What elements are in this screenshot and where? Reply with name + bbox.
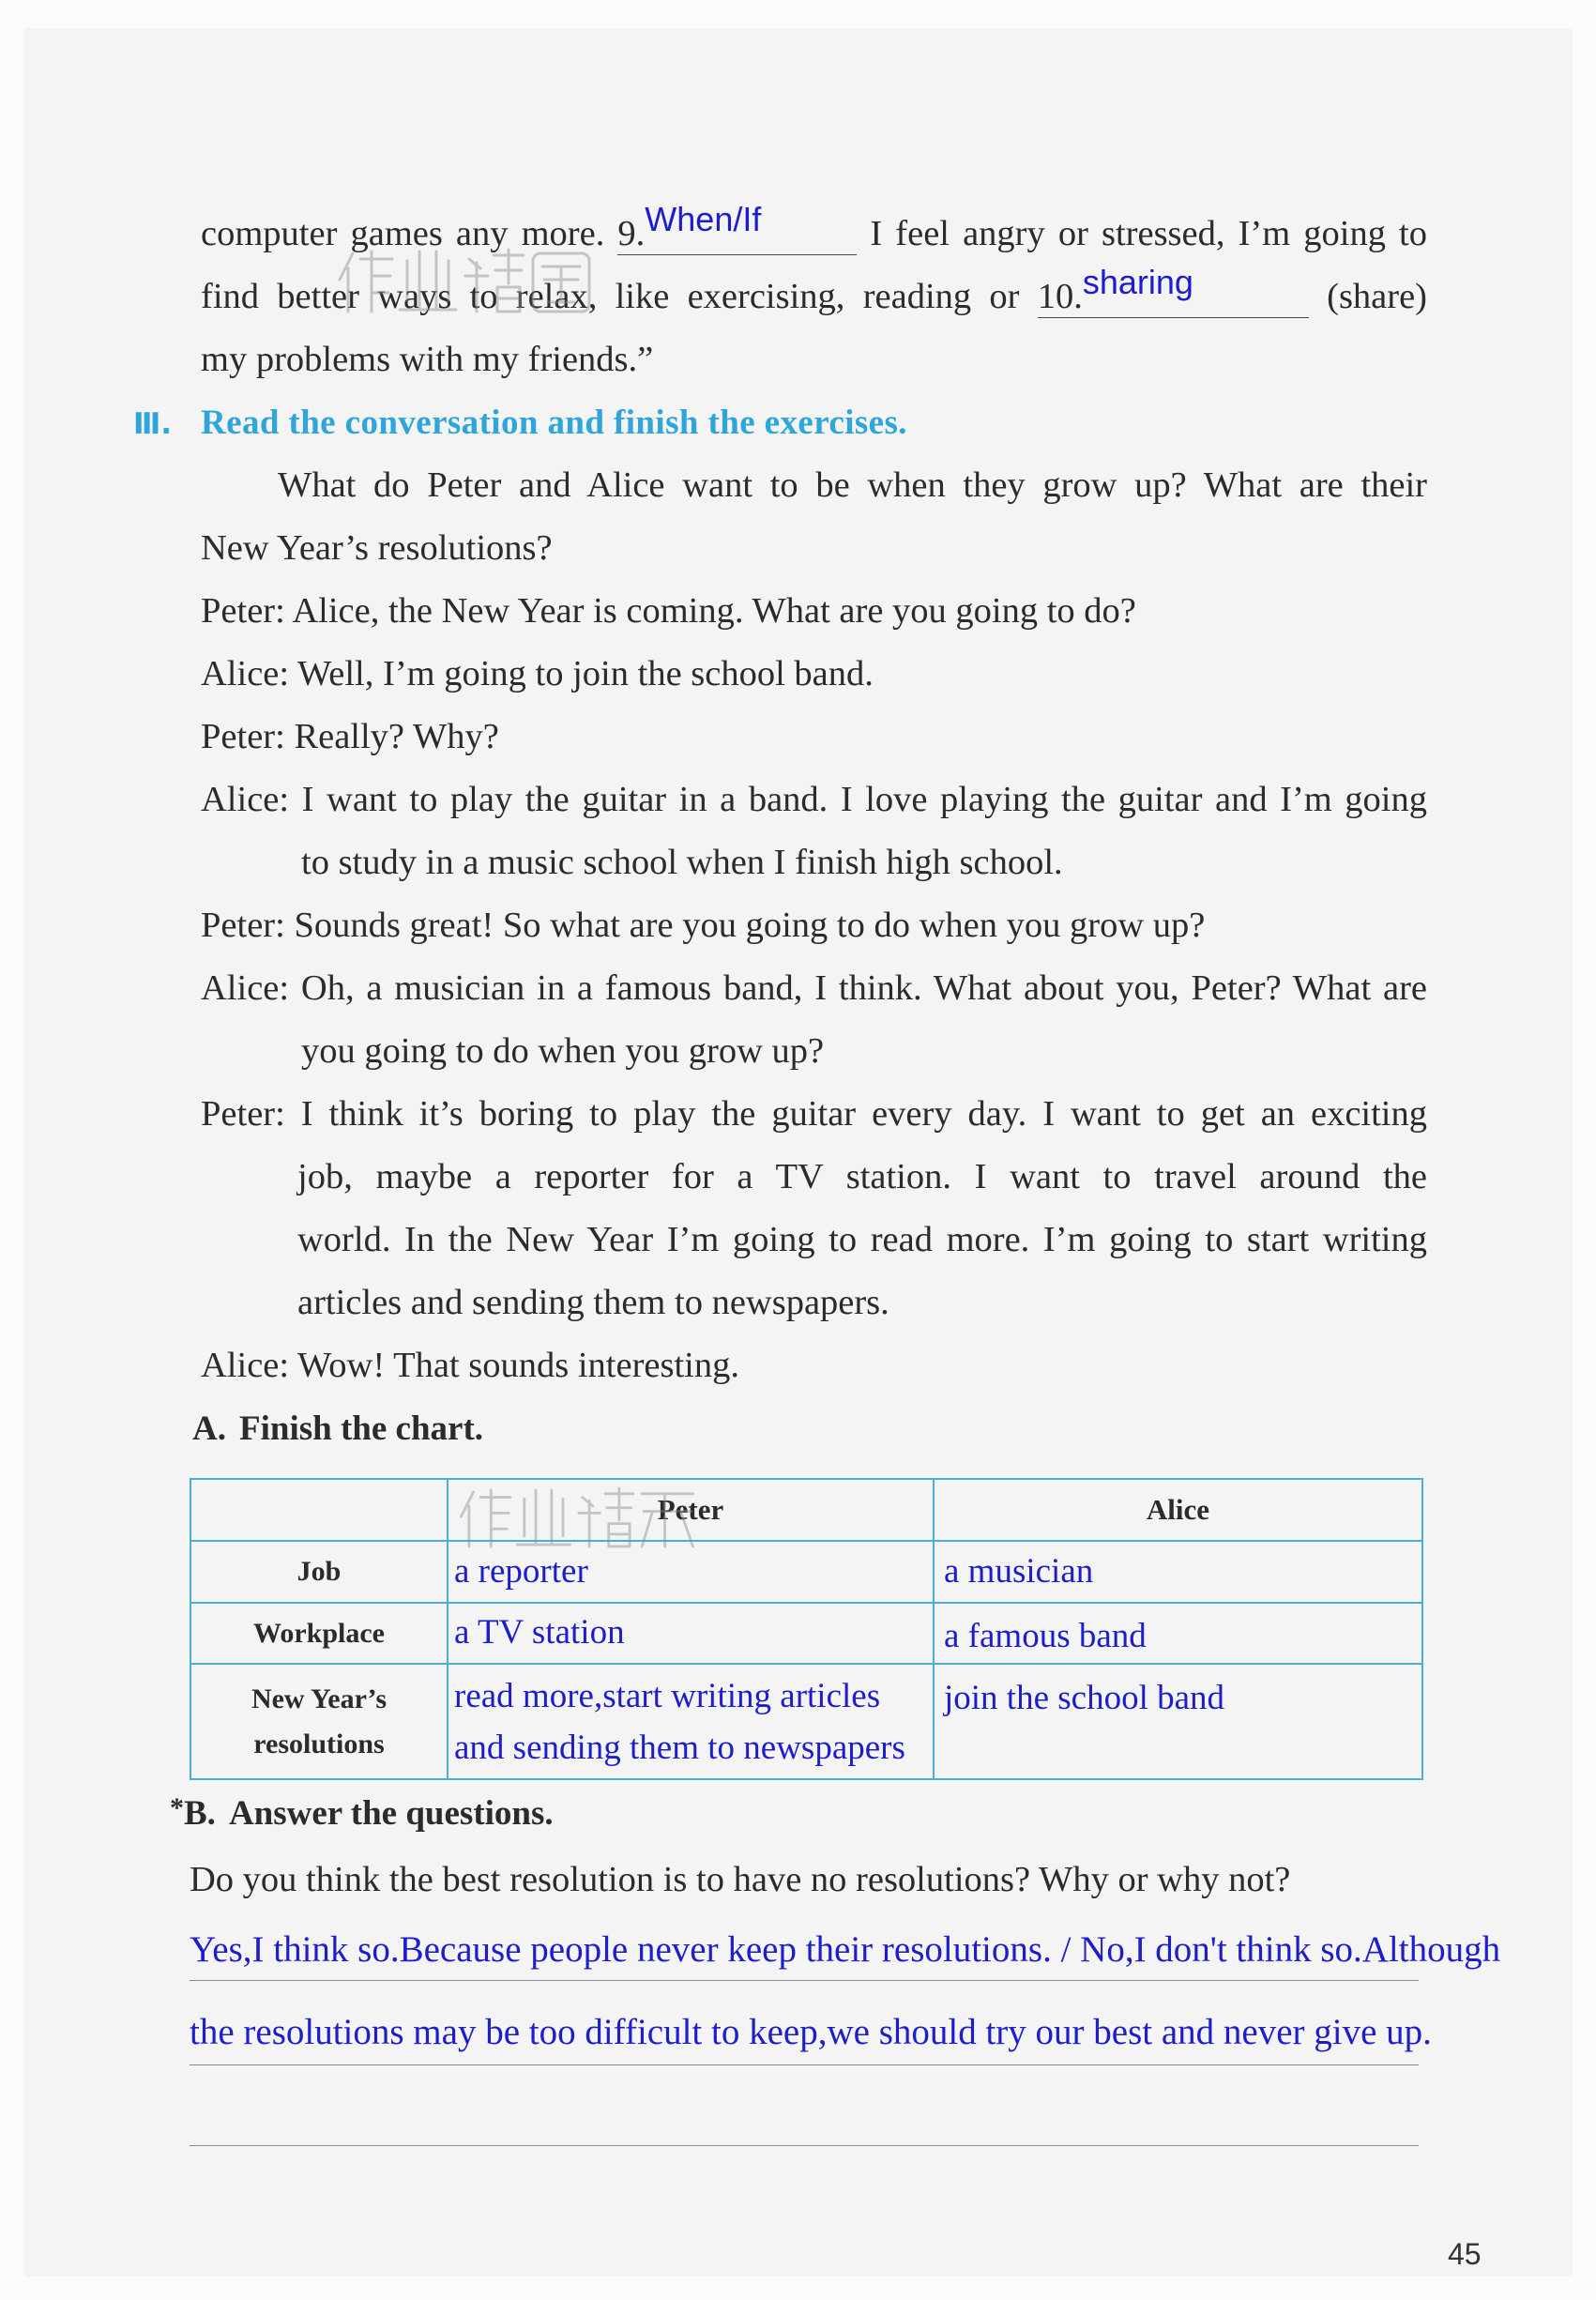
answer-rule: [190, 2064, 1419, 2065]
passage-line-2: [201, 263, 1427, 328]
passage-line-1: [201, 200, 1427, 266]
section-heading: [133, 391, 1427, 454]
table-corner-cell: [190, 1479, 448, 1541]
part-a-heading: [192, 1397, 1419, 1460]
passage-text: find better ways to relax, like exercising, reading or: [201, 277, 1020, 316]
answer-line-1: Yes,I think so.Because people never keep their resolutions. / No,I don't think so.Although: [190, 1929, 1501, 1970]
speaker-label: Peter:: [201, 717, 285, 756]
dialogue-line: [201, 580, 1427, 643]
dialogue-line: [201, 769, 1427, 831]
dialogue-line: [201, 957, 1427, 1020]
answer-blank-10: [1037, 263, 1309, 318]
header-alice: Alice: [934, 1479, 1422, 1541]
dialogue-text: Oh, a musician in a famous band, I think. What about you, Peter? What are: [300, 968, 1427, 1008]
section-title: Read the conversation and finish the exercises.: [201, 404, 907, 442]
row-label-job: Job: [190, 1541, 448, 1603]
row-label-line: resolutions: [253, 1728, 385, 1759]
dialogue-line: [201, 706, 1427, 769]
text-block: [133, 200, 1428, 1460]
speaker-label: Peter:: [201, 1094, 285, 1134]
cell-line: and sending them to newspapers: [454, 1728, 905, 1767]
header-peter: Peter: [448, 1479, 934, 1541]
dialogue-text: I think it’s boring to play the guitar every day. I want to get an exciting: [300, 1094, 1428, 1134]
dialogue-text: Really? Why?: [294, 717, 499, 756]
cell-peter-workplace: a TV station: [448, 1603, 934, 1664]
dialogue-line: [201, 643, 1427, 706]
part-b-heading: [170, 1782, 554, 1847]
speaker-label: Alice:: [201, 1346, 290, 1385]
answer-blank-9: [617, 200, 857, 255]
intro-line-1: What do Peter and Alice want to be when they grow up? What are their: [278, 465, 1427, 505]
row-label-line: New Year’s: [251, 1683, 388, 1714]
speaker-label: Alice:: [201, 968, 290, 1008]
blank-answer: When/If: [645, 200, 762, 238]
cell-alice-job: a musician: [934, 1541, 1422, 1603]
row-label-workplace: Workplace: [190, 1603, 448, 1664]
blank-number: 10.: [1037, 277, 1083, 316]
dialogue-continuation: articles and sending them to newspapers.: [297, 1283, 889, 1322]
dialogue-continuation: to study in a music school when I finish high school.: [301, 843, 1063, 882]
dialogue-text: Sounds great! So what are you going to do when you grow up?: [294, 906, 1206, 945]
speaker-label: Alice:: [201, 780, 290, 819]
cell-peter-job: a reporter: [448, 1541, 934, 1603]
passage-text: computer games any more.: [201, 214, 605, 253]
answer-rule: [190, 1980, 1419, 1981]
dialogue-line: [201, 1334, 1427, 1397]
speaker-label: Alice:: [201, 654, 290, 693]
row-label-resolutions: [190, 1664, 448, 1779]
dialogue-continuation: world. In the New Year I’m going to read more. I’m going to start writing: [297, 1220, 1427, 1259]
speaker-label: Peter:: [201, 906, 285, 945]
part-a-label: A.: [192, 1409, 226, 1448]
dialogue-continuation: job, maybe a reporter for a TV station. I want to travel around the: [297, 1157, 1427, 1196]
dialogue-line: [201, 894, 1427, 957]
answer-rule: [190, 2145, 1419, 2146]
cell-line: read more,start writing articles: [454, 1676, 881, 1715]
dialogue-continuation: you going to do when you grow up?: [301, 1031, 825, 1071]
question-text: Do you think the best resolution is to have no resolutions? Why or why not?: [190, 1860, 1291, 1899]
speaker-label: Peter:: [201, 591, 285, 631]
dialogue-text: I want to play the guitar in a band. I love playing the guitar and I’m going: [301, 780, 1427, 819]
table-row: [190, 1541, 1422, 1603]
answer-chart: [190, 1478, 1423, 1780]
dialogue-text: Alice, the New Year is coming. What are you going to do?: [292, 591, 1136, 631]
part-b-title: Answer the questions.: [228, 1794, 554, 1833]
passage-text: I feel angry or stressed, I’m going to: [870, 214, 1427, 253]
table-header-row: [190, 1479, 1422, 1541]
dialogue-line: [201, 1083, 1427, 1146]
blank-answer: sharing: [1082, 263, 1193, 301]
part-b-label: B.: [184, 1794, 216, 1833]
cell-peter-resolutions: [448, 1664, 934, 1779]
optional-star: *: [170, 1792, 184, 1823]
word-hint: (share): [1327, 277, 1427, 316]
part-a-title: Finish the chart.: [238, 1409, 484, 1448]
page-number: 45: [1448, 2237, 1482, 2271]
dialogue-text: Well, I’m going to join the school band.: [297, 654, 874, 693]
cell-alice-workplace: a famous band: [934, 1603, 1422, 1664]
passage-line-3: my problems with my friends.”: [201, 340, 654, 379]
intro-line-2: New Year’s resolutions?: [201, 528, 553, 568]
answer-line-2: the resolutions may be too difficult to keep,we should try our best and never give up.: [190, 2012, 1432, 2052]
dialogue-text: Wow! That sounds interesting.: [297, 1346, 739, 1385]
table-row: [190, 1664, 1422, 1779]
section-numeral: Ⅲ.: [133, 407, 173, 441]
cell-alice-resolutions: join the school band: [934, 1664, 1422, 1779]
table-row: [190, 1603, 1422, 1664]
blank-number: 9.: [617, 214, 646, 253]
